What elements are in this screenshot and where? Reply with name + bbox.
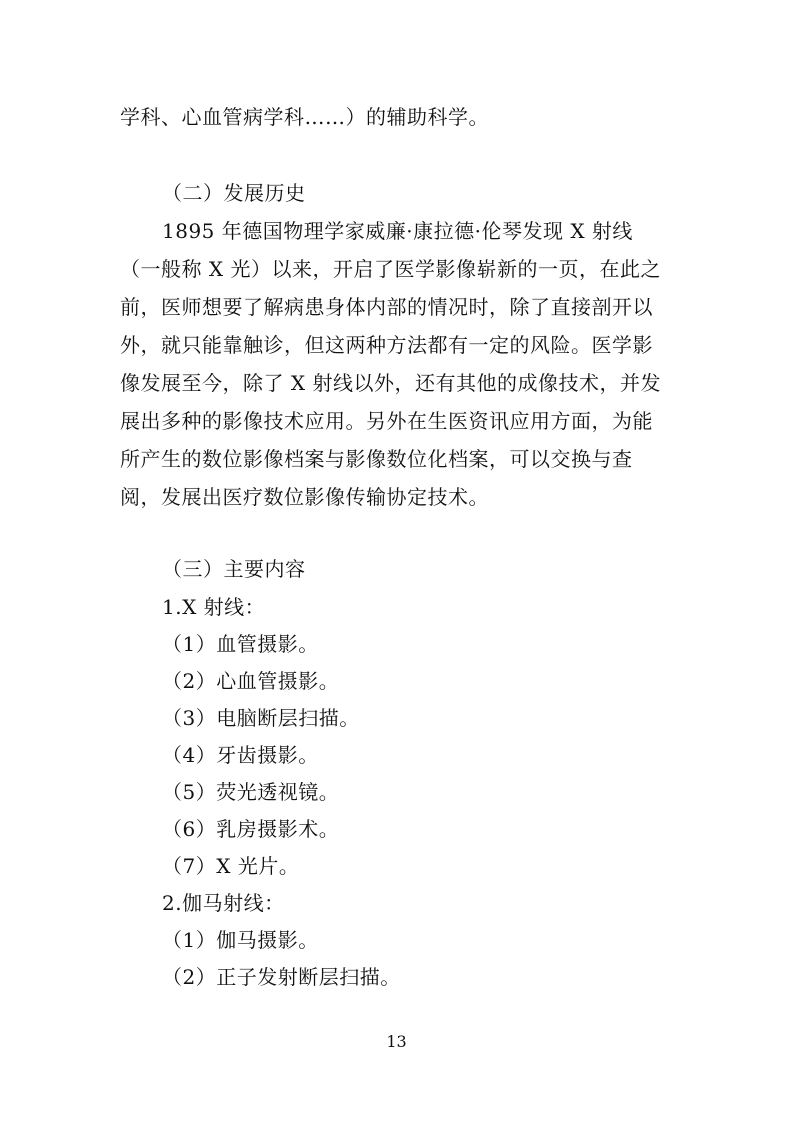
section-heading-content: （三）主要内容 [162, 557, 306, 581]
list-item: （1）血管摄影。 [162, 632, 319, 656]
list-item: （2）正子发射断层扫描。 [162, 965, 401, 989]
list-item: （5）荧光透视镜。 [162, 780, 340, 804]
list-group-title: 1.X 射线： [162, 595, 266, 619]
list-item: （3）电脑断层扫描。 [162, 706, 360, 730]
continuation-line: 学科、心血管病学科……）的辅助科学。 [120, 105, 489, 129]
list-item: （2）心血管摄影。 [162, 669, 340, 693]
list-item: （1）伽马摄影。 [162, 928, 319, 952]
paragraph-line: 外，就只能靠触诊，但这两种方法都有一定的风险。医学影 [120, 333, 653, 357]
paragraph-line: 展出多种的影像技术应用。另外在生医资讯应用方面，为能 [120, 409, 653, 433]
list-item: （6）乳房摄影术。 [162, 817, 340, 841]
paragraph-line: 前，医师想要了解病患身体内部的情况时，除了直接剖开以 [120, 295, 653, 319]
paragraph-line: （一般称 X 光）以来，开启了医学影像崭新的一页，在此之 [120, 257, 661, 281]
paragraph-line: 像发展至今，除了 X 射线以外，还有其他的成像技术，并发 [120, 371, 661, 395]
list-item: （7）X 光片。 [162, 854, 300, 878]
list-group-title: 2.伽马射线： [162, 891, 285, 915]
list-item: （4）牙齿摄影。 [162, 743, 319, 767]
page-number: 13 [386, 1032, 407, 1051]
paragraph-line: 1895 年德国物理学家威廉·康拉德·伦琴发现 X 射线 [162, 219, 633, 243]
section-heading-history: （二）发展历史 [162, 181, 306, 205]
paragraph-line: 所产生的数位影像档案与影像数位化档案，可以交换与查 [120, 447, 633, 471]
paragraph-line: 阅，发展出医疗数位影像传输协定技术。 [120, 485, 489, 509]
